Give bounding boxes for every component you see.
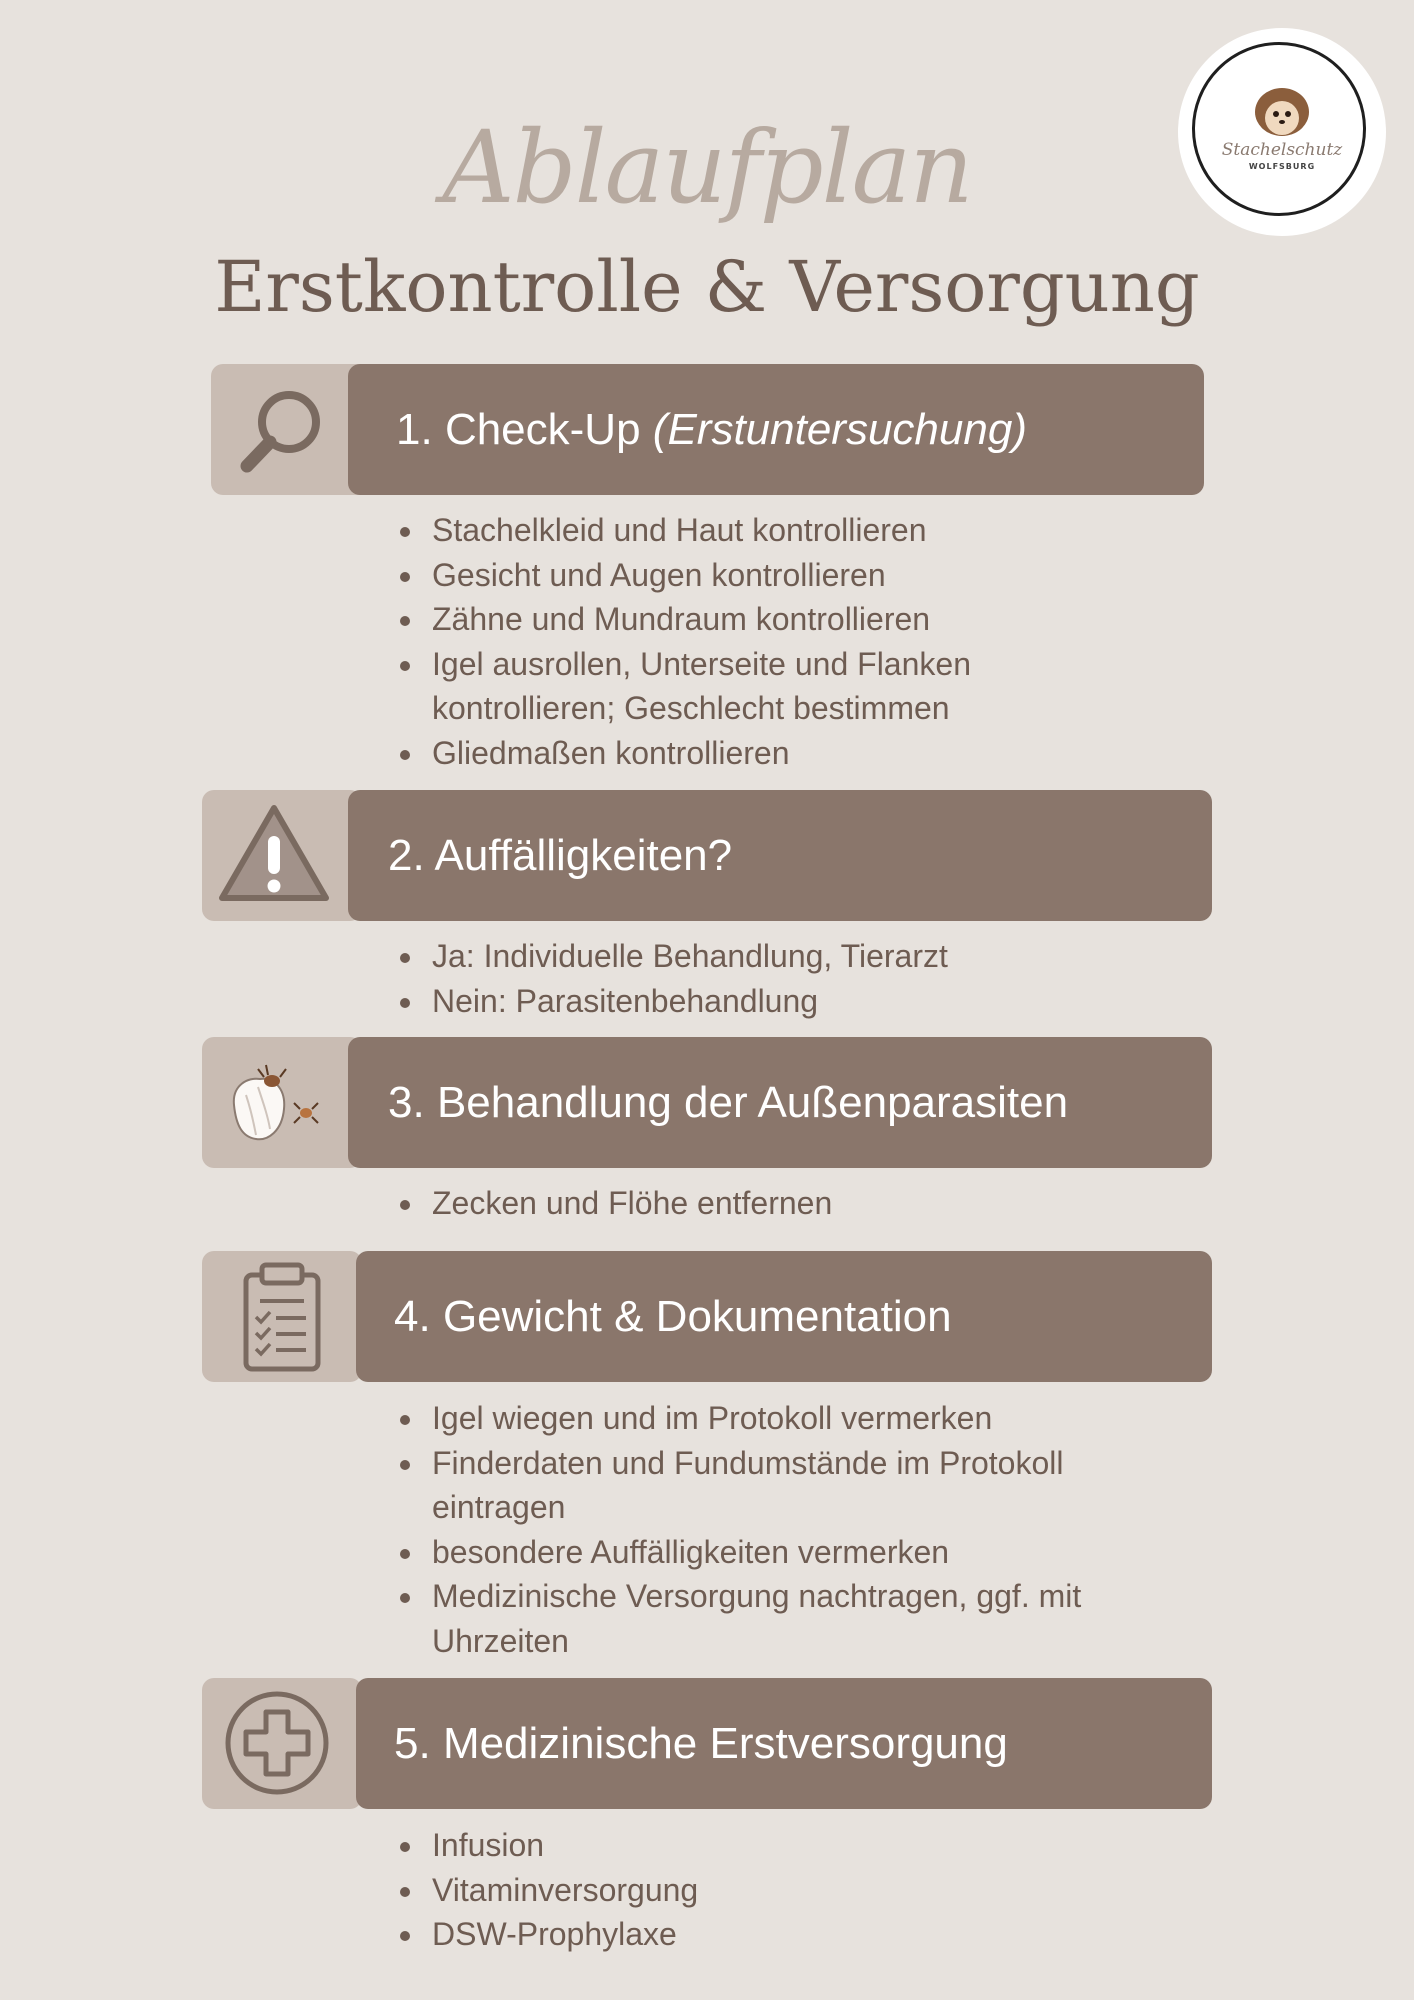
section-2-title-text: Auffälligkeiten? — [434, 831, 733, 880]
section-4-title-text: Gewicht & Dokumentation — [442, 1292, 952, 1341]
section-2-bar — [348, 790, 1212, 921]
section-4-number: 4. — [394, 1292, 431, 1341]
clipboard-icon — [240, 1261, 324, 1373]
section-5-header — [202, 1678, 1212, 1809]
section-5-title-text: Medizinische Erstversorgung — [442, 1719, 1008, 1768]
section-4-bar — [356, 1251, 1212, 1382]
list-item: Medizinische Versorgung nachtragen, ggf. mit Uhrzeiten — [400, 1574, 1152, 1663]
warning-icon — [216, 802, 332, 906]
list-item: Igel ausrollen, Unterseite und Flanken kontrollieren; Geschlecht bestimmen — [400, 642, 1152, 731]
section-1-number: 1. — [396, 405, 433, 454]
list-item: Infusion — [400, 1823, 1152, 1868]
section-4-title — [394, 1251, 952, 1382]
section-3-title — [388, 1037, 1068, 1168]
list-item: Stachelkleid und Haut kontrollieren — [400, 508, 1152, 553]
section-4-icon-tile — [202, 1251, 362, 1382]
list-item: Zähne und Mundraum kontrollieren — [400, 597, 1152, 642]
section-2-icon-tile — [202, 790, 362, 921]
section-5-list — [400, 1823, 1152, 1957]
section-5-icon-tile — [202, 1678, 362, 1809]
section-1-header — [211, 364, 1204, 495]
section-3-title-text: Behandlung der Außenparasiten — [436, 1078, 1069, 1127]
parasite-icon — [224, 1055, 334, 1155]
section-3-icon-tile — [202, 1037, 362, 1168]
section-3-header — [202, 1037, 1212, 1168]
list-item: besondere Auffälligkeiten vermerken — [400, 1530, 1152, 1575]
section-1-bar — [348, 364, 1204, 495]
list-item: Zecken und Flöhe entfernen — [400, 1181, 1152, 1226]
section-1-list — [400, 508, 1152, 775]
section-5-bar — [356, 1678, 1212, 1809]
section-2-number: 2. — [388, 831, 425, 880]
list-item: Vitaminversorgung — [400, 1868, 1152, 1913]
list-item: DSW-Prophylaxe — [400, 1912, 1152, 1957]
section-3-number: 3. — [388, 1078, 425, 1127]
section-1-icon-tile — [211, 364, 371, 495]
section-4-header — [202, 1251, 1212, 1382]
section-3-bar — [348, 1037, 1212, 1168]
section-5-number: 5. — [394, 1719, 431, 1768]
section-2-list — [400, 934, 1152, 1023]
list-item: Ja: Individuelle Behandlung, Tierarzt — [400, 934, 1152, 979]
list-item: Gliedmaßen kontrollieren — [400, 731, 1152, 776]
section-2-header — [202, 790, 1212, 921]
section-4-list — [400, 1396, 1152, 1663]
script-title: Ablaufplan — [442, 109, 972, 226]
section-1-title-text: Check-Up — [444, 405, 641, 454]
list-item: Igel wiegen und im Protokoll vermerken — [400, 1396, 1152, 1441]
logo-name: Stachelschutz — [1221, 140, 1343, 160]
list-item: Gesicht und Augen kontrollieren — [400, 553, 1152, 598]
page-title: Erstkontrolle & Versorgung — [214, 246, 1200, 328]
medical-cross-icon — [224, 1688, 334, 1798]
section-1-title-italic: (Erstuntersuchung) — [652, 405, 1027, 454]
section-1-title — [396, 364, 1027, 495]
magnifier-icon — [233, 380, 333, 480]
section-3-list — [400, 1181, 1152, 1226]
list-item: Nein: Parasitenbehandlung — [400, 979, 1152, 1024]
list-item: Finderdaten und Fundumstände im Protokoll eintragen — [400, 1441, 1152, 1530]
section-5-title — [394, 1678, 1008, 1809]
logo-city: WOLFSBURG — [1248, 162, 1316, 171]
section-2-title — [388, 790, 732, 921]
